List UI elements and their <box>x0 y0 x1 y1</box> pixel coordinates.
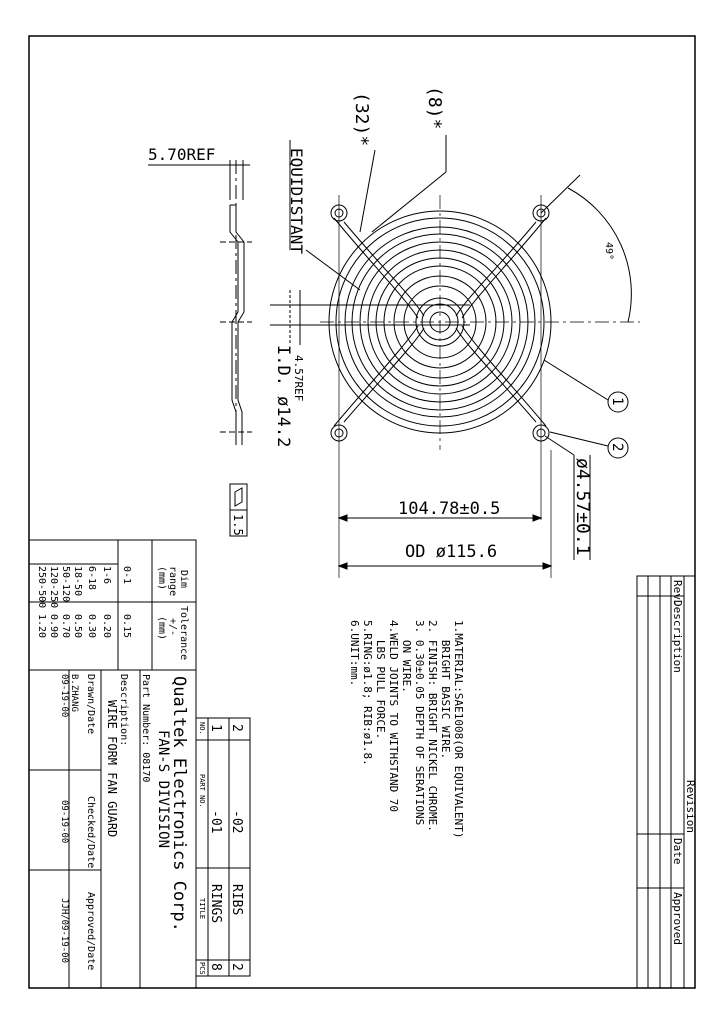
balloon-2 <box>608 438 628 458</box>
parts-header-no: NO. <box>198 722 206 735</box>
parts-header-part-no: PART NO. <box>198 774 206 808</box>
checked-value: 09-19-00 <box>59 800 69 844</box>
tolerance-value: 0.70 <box>60 614 71 639</box>
revision-col-approved: Approved <box>671 892 684 945</box>
company-name: Qualtek Electronics Corp. <box>169 676 189 932</box>
balloon-2-label: 2 <box>609 443 625 452</box>
tolerance-header-range: Dim <box>178 570 189 589</box>
description-label: Description: <box>118 674 129 747</box>
approved-value: JJH/09-19-00 <box>59 898 69 964</box>
revision-col-date: Date <box>671 838 684 865</box>
parts-row-2-part-no: -02 <box>229 810 244 834</box>
description-value: WIRE FORM FAN GUARD <box>105 700 119 838</box>
parts-header-title: TITLE <box>198 898 206 920</box>
tolerance-header-range: (mm) <box>156 566 167 591</box>
hole-spacing-label: 104.78±0.5 <box>398 499 501 519</box>
parts-row-2-no: 2 <box>229 724 244 732</box>
revision-col-description: Description <box>671 600 684 673</box>
tolerance-value: 0.20 <box>101 614 112 639</box>
tolerance-value: 0.50 <box>72 614 83 639</box>
drawn-value: B.ZHANG <box>69 674 79 712</box>
tolerance-range: 50-120 <box>60 566 71 603</box>
id-diameter-label: I.D. ø14.2 <box>273 345 293 448</box>
note-line: 4.WELD JOINTS TO WITHSTAND 70 <box>387 620 400 813</box>
outer-diameter-label: OD ø115.6 <box>405 542 498 562</box>
note-line: 3. 0.30±0.05 DEPTH OF SERATIONS <box>413 620 426 826</box>
tolerance-value: 0.30 <box>86 614 97 639</box>
angle-label: 49° <box>603 242 614 261</box>
parts-row-1-title: RINGS <box>208 884 223 924</box>
parts-row-1-part-no: -01 <box>208 810 223 834</box>
rings-count-callout: (8)* <box>424 86 445 130</box>
drawn-label: Drawn/Date <box>85 674 96 735</box>
revision-title: Revision <box>684 780 697 833</box>
note-line: 6.UNIT:mm. <box>348 620 361 687</box>
tolerance-value: 0.15 <box>121 614 132 639</box>
parts-row-2-pcs: 2 <box>229 963 244 971</box>
hole-diameter-label: ø4.57±0.1 <box>572 458 593 556</box>
tolerance-header-tol: Tolerance <box>178 606 189 661</box>
tolerance-range: 6-18 <box>86 566 97 591</box>
note-line: 5.RING:ø1.8; RIB:ø1.8. <box>361 620 374 766</box>
note-line: LBS PULL FORCE. <box>374 620 387 740</box>
parts-row-1-no: 1 <box>208 724 223 732</box>
note-line: 1.MATERIAL:SAE1008(OR EQUIVALENT) <box>452 620 465 839</box>
note-line: ON WIRE. <box>400 620 413 693</box>
note-line: BRIGHT BASIC WIRE. <box>439 620 452 760</box>
tolerance-range: 0-1 <box>121 566 132 585</box>
parallelogram-icon <box>235 488 242 506</box>
ref-thickness-label: 5.70REF <box>148 145 216 164</box>
notes <box>348 620 465 839</box>
part-number: Part Number: 08170 <box>140 674 151 783</box>
equidistant-callout <box>287 140 360 290</box>
tolerance-header-range: range <box>167 566 178 597</box>
division-name: FAN-S DIVISION <box>155 730 171 849</box>
parts-row-1-pcs: 8 <box>208 963 223 971</box>
flatness-callout <box>230 484 247 536</box>
outer-diameter-dimension <box>339 563 551 569</box>
revision-col-rev: Rev. <box>671 580 684 607</box>
equidistant-label: EQUIDISTANT <box>287 148 306 254</box>
sheet-border <box>29 36 695 988</box>
checked-label: Checked/Date <box>85 796 96 869</box>
parts-header-pcs: PCS <box>198 962 206 975</box>
ribs-count-callout: (32)* <box>351 92 372 147</box>
ref-457-label: 4.57REF <box>292 355 305 402</box>
flatness-value: 1.5 <box>231 514 245 536</box>
tolerance-value: 1.20 <box>36 614 47 639</box>
balloon-1-label: 1 <box>609 397 625 406</box>
tolerance-range: 1-6 <box>101 566 112 585</box>
side-view <box>148 160 252 445</box>
drawn-date: 09-19-00 <box>59 674 69 718</box>
parts-list <box>196 718 250 976</box>
note-line: 2. FINISH: BRIGHT NICKEL CHROME. <box>426 620 439 832</box>
tolerance-header-tol: (mm) <box>156 616 167 641</box>
balloon-1 <box>608 392 628 412</box>
balloon-leaders <box>544 360 608 446</box>
tolerance-header-tol: +/- <box>167 618 178 637</box>
tolerance-range: 250-500 <box>36 566 47 609</box>
angle-dimension <box>541 175 631 322</box>
tolerance-range: 18-50 <box>72 566 83 597</box>
approved-label: Approved/Date <box>85 892 96 971</box>
tolerance-value: 0.90 <box>48 614 59 639</box>
tolerance-range: 120-250 <box>48 566 59 609</box>
parts-row-2-title: RIBS <box>229 884 244 916</box>
